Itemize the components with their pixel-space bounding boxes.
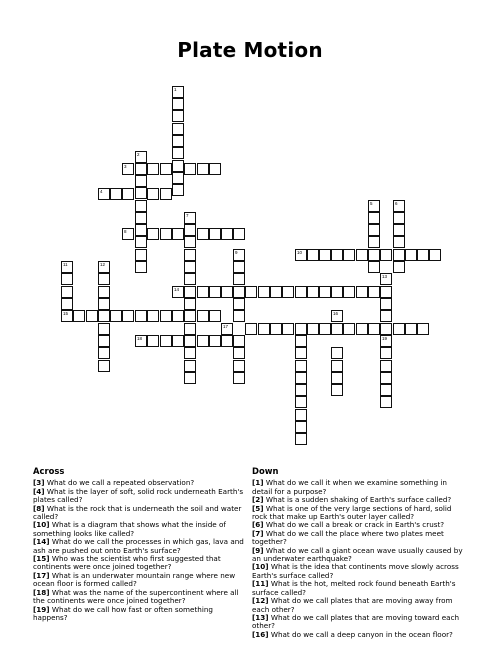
- across-clue: [3] What do we call a repeated observation?: [33, 478, 195, 488]
- crossword-cell[interactable]: [295, 421, 307, 433]
- crossword-cell[interactable]: [417, 323, 429, 335]
- crossword-cell[interactable]: [368, 236, 380, 248]
- crossword-cell[interactable]: [209, 310, 221, 322]
- crossword-cell[interactable]: [368, 249, 380, 261]
- crossword-cell[interactable]: [172, 123, 184, 135]
- crossword-cell[interactable]: [295, 372, 307, 384]
- crossword-cell[interactable]: [135, 236, 147, 248]
- cell-number: 5: [370, 201, 373, 206]
- page-title: Plate Motion: [177, 38, 323, 62]
- cell-number: 3: [124, 164, 127, 169]
- crossword-cell[interactable]: [233, 310, 245, 322]
- cell-number: 15: [63, 311, 69, 316]
- crossword-cell[interactable]: [184, 163, 196, 175]
- down-clue-list: [252, 479, 467, 639]
- crossword-cell[interactable]: [172, 172, 184, 184]
- crossword-cell[interactable]: [270, 286, 282, 298]
- crossword-cell[interactable]: [393, 224, 405, 236]
- crossword-cell[interactable]: [135, 224, 147, 236]
- crossword-cell[interactable]: [368, 286, 380, 298]
- cell-number: 7: [186, 213, 189, 218]
- crossword-cell[interactable]: [245, 286, 257, 298]
- crossword-cell[interactable]: [98, 335, 110, 347]
- crossword-cell[interactable]: [197, 228, 209, 240]
- cell-number: 11: [63, 262, 68, 267]
- crossword-cell[interactable]: [135, 261, 147, 273]
- crossword-cell[interactable]: [110, 310, 122, 322]
- across-clue: [14] What do we call the processes in which gas, lava and ash are pushed out onto Earth's surface?: [33, 537, 244, 555]
- crossword-cell[interactable]: [380, 372, 392, 384]
- crossword-cell[interactable]: [184, 261, 196, 273]
- crossword-cell[interactable]: [172, 147, 184, 159]
- crossword-cell[interactable]: [331, 384, 343, 396]
- cell-number: 16: [333, 311, 339, 316]
- down-clue: [2] What is a sudden shaking of Earth's surface called?: [252, 495, 452, 505]
- crossword-cell[interactable]: [147, 310, 159, 322]
- crossword-cell[interactable]: [221, 228, 233, 240]
- crossword-cell[interactable]: [122, 228, 134, 240]
- crossword-cell[interactable]: [135, 163, 147, 175]
- crossword-cell[interactable]: [417, 249, 429, 261]
- down-clue: [6] What do we call a break or crack in Earth's crust?: [252, 520, 445, 530]
- across-clue: [15] Who was the scientist who first suggested that continents were once joined together?: [33, 554, 221, 572]
- crossword-cell[interactable]: [61, 261, 73, 273]
- crossword-cell[interactable]: [184, 286, 196, 298]
- across-clues: [33, 467, 245, 622]
- crossword-cell[interactable]: [209, 286, 221, 298]
- crossword-cell[interactable]: [172, 184, 184, 196]
- down-clue: [10] What is the idea that continents move slowly across Earth's surface called?: [252, 562, 459, 580]
- cell-number: 14: [174, 287, 180, 292]
- crossword-cell[interactable]: [122, 163, 134, 175]
- crossword-cell[interactable]: [172, 110, 184, 122]
- crossword-cell[interactable]: [393, 323, 405, 335]
- crossword-cell[interactable]: [209, 163, 221, 175]
- crossword-cell[interactable]: [98, 188, 110, 200]
- crossword-cell[interactable]: [147, 163, 159, 175]
- crossword-cell[interactable]: [356, 323, 368, 335]
- crossword-cell[interactable]: [98, 273, 110, 285]
- crossword-cell[interactable]: [295, 347, 307, 359]
- crossword-cell[interactable]: [331, 347, 343, 359]
- crossword-cell[interactable]: [343, 249, 355, 261]
- crossword-cell[interactable]: [331, 249, 343, 261]
- crossword-cell[interactable]: [135, 175, 147, 187]
- crossword-cell[interactable]: [319, 286, 331, 298]
- crossword-cell[interactable]: [98, 286, 110, 298]
- crossword-cell[interactable]: [356, 249, 368, 261]
- crossword-cell[interactable]: [356, 286, 368, 298]
- crossword-cell[interactable]: [380, 396, 392, 408]
- crossword-cell[interactable]: [295, 249, 307, 261]
- crossword-cell[interactable]: [307, 323, 319, 335]
- crossword-cell[interactable]: [343, 286, 355, 298]
- crossword-cell[interactable]: [393, 200, 405, 212]
- crossword-cell[interactable]: [221, 335, 233, 347]
- crossword-cell[interactable]: [135, 151, 147, 163]
- crossword-cell[interactable]: [184, 347, 196, 359]
- crossword-cell[interactable]: [233, 372, 245, 384]
- crossword-cell[interactable]: [258, 323, 270, 335]
- across-clue: [17] What is an underwater mountain range where new ocean floor is formed called?: [33, 570, 236, 589]
- crossword-cell[interactable]: [160, 228, 172, 240]
- cell-number: 19: [382, 336, 388, 341]
- crossword-cell[interactable]: [307, 249, 319, 261]
- crossword-cell[interactable]: [172, 160, 184, 172]
- crossword-cell[interactable]: [221, 286, 233, 298]
- crossword-cell[interactable]: [295, 396, 307, 408]
- crossword-cell[interactable]: [172, 310, 184, 322]
- crossword-cell[interactable]: [380, 360, 392, 372]
- down-clue: [13] What do we call plates that are moving toward each other?: [252, 612, 460, 631]
- crossword-cell[interactable]: [380, 273, 392, 285]
- crossword-cell[interactable]: [122, 310, 134, 322]
- crossword-cell[interactable]: [282, 323, 294, 335]
- crossword-cell[interactable]: [61, 273, 73, 285]
- across-clue: [19] What do we call how fast or often something happens?: [33, 604, 213, 622]
- down-clue: [5] What is one of the very large sections of hard, solid rock that make up Earth's outer layer called?: [252, 503, 452, 522]
- crossword-cell[interactable]: [368, 224, 380, 236]
- across-clue: [8] What is the rock that is underneath the soil and water called?: [33, 503, 242, 522]
- crossword-cell[interactable]: [258, 286, 270, 298]
- crossword-cell[interactable]: [380, 347, 392, 359]
- crossword-cell[interactable]: [86, 310, 98, 322]
- crossword-cell[interactable]: [393, 261, 405, 273]
- crossword-cell[interactable]: [393, 236, 405, 248]
- crossword-cell[interactable]: [319, 323, 331, 335]
- crossword-cell[interactable]: [233, 286, 245, 298]
- crossword-cell[interactable]: [233, 347, 245, 359]
- crossword-cell[interactable]: [368, 212, 380, 224]
- crossword-cell[interactable]: [233, 360, 245, 372]
- crossword-cell[interactable]: [172, 286, 184, 298]
- crossword-cell[interactable]: [368, 323, 380, 335]
- down-clue: [12] What do we call plates that are moving away from each other?: [252, 596, 453, 614]
- crossword-cell[interactable]: [122, 188, 134, 200]
- crossword-cell[interactable]: [405, 249, 417, 261]
- crossword-cell[interactable]: [380, 310, 392, 322]
- crossword-cell[interactable]: [184, 273, 196, 285]
- crossword-cell[interactable]: [184, 298, 196, 310]
- across-clue: [18] What was the name of the supercontinent where all the continents were once joined together?: [33, 587, 239, 606]
- crossword-cell[interactable]: [197, 335, 209, 347]
- crossword-cell[interactable]: [135, 187, 147, 199]
- crossword-cell[interactable]: [184, 335, 196, 347]
- crossword-cell[interactable]: [429, 249, 441, 261]
- crossword-cell[interactable]: [184, 236, 196, 248]
- crossword-cell[interactable]: [233, 298, 245, 310]
- crossword-cell[interactable]: [295, 323, 307, 335]
- crossword-cell[interactable]: [160, 188, 172, 200]
- crossword-cell[interactable]: [380, 249, 392, 261]
- crossword-cell[interactable]: [295, 360, 307, 372]
- across-clue: [4] What is the layer of soft, solid rock underneath Earth's plates called?: [33, 486, 244, 505]
- crossword-cell[interactable]: [307, 286, 319, 298]
- down-clue: [9] What do we call a giant ocean wave usually caused by an underwater earthquake?: [252, 545, 463, 564]
- cell-number: 13: [382, 274, 388, 279]
- crossword-cell[interactable]: [147, 188, 159, 200]
- crossword-cell[interactable]: [343, 323, 355, 335]
- crossword-cell[interactable]: [98, 323, 110, 335]
- cell-number: 18: [137, 336, 143, 341]
- down-clue: [11] What is the hot, melted rock found beneath Earth's surface called?: [252, 579, 456, 597]
- crossword-cell[interactable]: [197, 163, 209, 175]
- crossword-cell[interactable]: [147, 228, 159, 240]
- crossword-cell[interactable]: [61, 298, 73, 310]
- crossword-cell[interactable]: [233, 335, 245, 347]
- down-heading: Down: [252, 466, 279, 476]
- crossword-cell[interactable]: [73, 310, 85, 322]
- crossword-cell[interactable]: [295, 335, 307, 347]
- crossword-cell[interactable]: [405, 323, 417, 335]
- crossword-cell[interactable]: [98, 360, 110, 372]
- crossword-cell[interactable]: [160, 163, 172, 175]
- crossword-cell[interactable]: [380, 286, 392, 298]
- cell-number: 17: [223, 324, 229, 329]
- cell-number: 10: [297, 250, 303, 255]
- crossword-cell[interactable]: [319, 249, 331, 261]
- crossword-cell[interactable]: [331, 360, 343, 372]
- crossword-cell[interactable]: [221, 323, 233, 335]
- crossword-cell[interactable]: [172, 335, 184, 347]
- cell-number: 8: [124, 229, 127, 234]
- crossword-cell[interactable]: [197, 310, 209, 322]
- crossword-cell[interactable]: [172, 98, 184, 110]
- crossword-cell[interactable]: [184, 360, 196, 372]
- crossword-cell[interactable]: [380, 298, 392, 310]
- crossword-cell[interactable]: [295, 433, 307, 445]
- down-clues: [252, 467, 467, 639]
- down-clue: [7] What do we call the place where two plates meet together?: [252, 528, 444, 547]
- crossword-cell[interactable]: [135, 249, 147, 261]
- crossword-cell[interactable]: [295, 409, 307, 421]
- crossword-cell[interactable]: [98, 261, 110, 273]
- crossword-cell[interactable]: [98, 310, 110, 322]
- crossword-cell[interactable]: [184, 372, 196, 384]
- crossword-cell[interactable]: [172, 228, 184, 240]
- crossword-cell[interactable]: [61, 310, 73, 322]
- cell-number: 9: [235, 250, 238, 255]
- cell-number: 2: [137, 152, 140, 157]
- cell-number: 6: [395, 201, 398, 206]
- crossword-cell[interactable]: [98, 298, 110, 310]
- crossword-cell[interactable]: [135, 310, 147, 322]
- crossword-cell[interactable]: [331, 323, 343, 335]
- crossword-cell[interactable]: [184, 323, 196, 335]
- cell-number: 1: [174, 87, 177, 92]
- crossword-cell[interactable]: [393, 249, 405, 261]
- crossword-cell[interactable]: [209, 228, 221, 240]
- across-heading: Across: [33, 466, 65, 476]
- crossword-cell[interactable]: [282, 286, 294, 298]
- cell-number: 4: [100, 189, 103, 194]
- crossword-cell[interactable]: [270, 323, 282, 335]
- crossword-cell[interactable]: [380, 384, 392, 396]
- cell-number: 12: [100, 262, 106, 267]
- across-clue-list: [33, 479, 245, 622]
- crossword-cell[interactable]: [368, 261, 380, 273]
- crossword-cell[interactable]: [184, 249, 196, 261]
- crossword-cell[interactable]: [61, 286, 73, 298]
- crossword-cell[interactable]: [331, 372, 343, 384]
- crossword-cell[interactable]: [393, 212, 405, 224]
- crossword-cell[interactable]: [209, 335, 221, 347]
- crossword-cell[interactable]: [172, 86, 184, 98]
- crossword-cell[interactable]: [368, 200, 380, 212]
- crossword-cell[interactable]: [197, 286, 209, 298]
- crossword-cell[interactable]: [233, 261, 245, 273]
- crossword-cell[interactable]: [98, 347, 110, 359]
- crossword-cell[interactable]: [147, 335, 159, 347]
- crossword-cell[interactable]: [331, 310, 343, 322]
- crossword-cell[interactable]: [135, 335, 147, 347]
- down-clue: [1] What do we call it when we examine something in detail for a purpose?: [252, 478, 447, 496]
- crossword-cell[interactable]: [380, 323, 392, 335]
- crossword-cell[interactable]: [184, 212, 196, 224]
- crossword-cell[interactable]: [160, 335, 172, 347]
- crossword-cell[interactable]: [295, 286, 307, 298]
- down-clue: [16] What do we call a deep canyon in the ocean floor?: [252, 629, 453, 639]
- crossword-cell[interactable]: [135, 212, 147, 224]
- crossword-cell[interactable]: [110, 188, 122, 200]
- crossword-cell[interactable]: [184, 310, 196, 322]
- crossword-cell[interactable]: [380, 335, 392, 347]
- crossword-cell[interactable]: [233, 273, 245, 285]
- crossword-cell[interactable]: [233, 249, 245, 261]
- crossword-cell[interactable]: [233, 228, 245, 240]
- crossword-cell[interactable]: [331, 286, 343, 298]
- across-clue: [10] What is a diagram that shows what the inside of something looks like called?: [33, 520, 226, 538]
- crossword-cell[interactable]: [172, 135, 184, 147]
- crossword-cell[interactable]: [295, 384, 307, 396]
- crossword-cell[interactable]: [245, 323, 257, 335]
- crossword-cell[interactable]: [135, 200, 147, 212]
- crossword-cell[interactable]: [184, 224, 196, 236]
- crossword-cell[interactable]: [160, 310, 172, 322]
